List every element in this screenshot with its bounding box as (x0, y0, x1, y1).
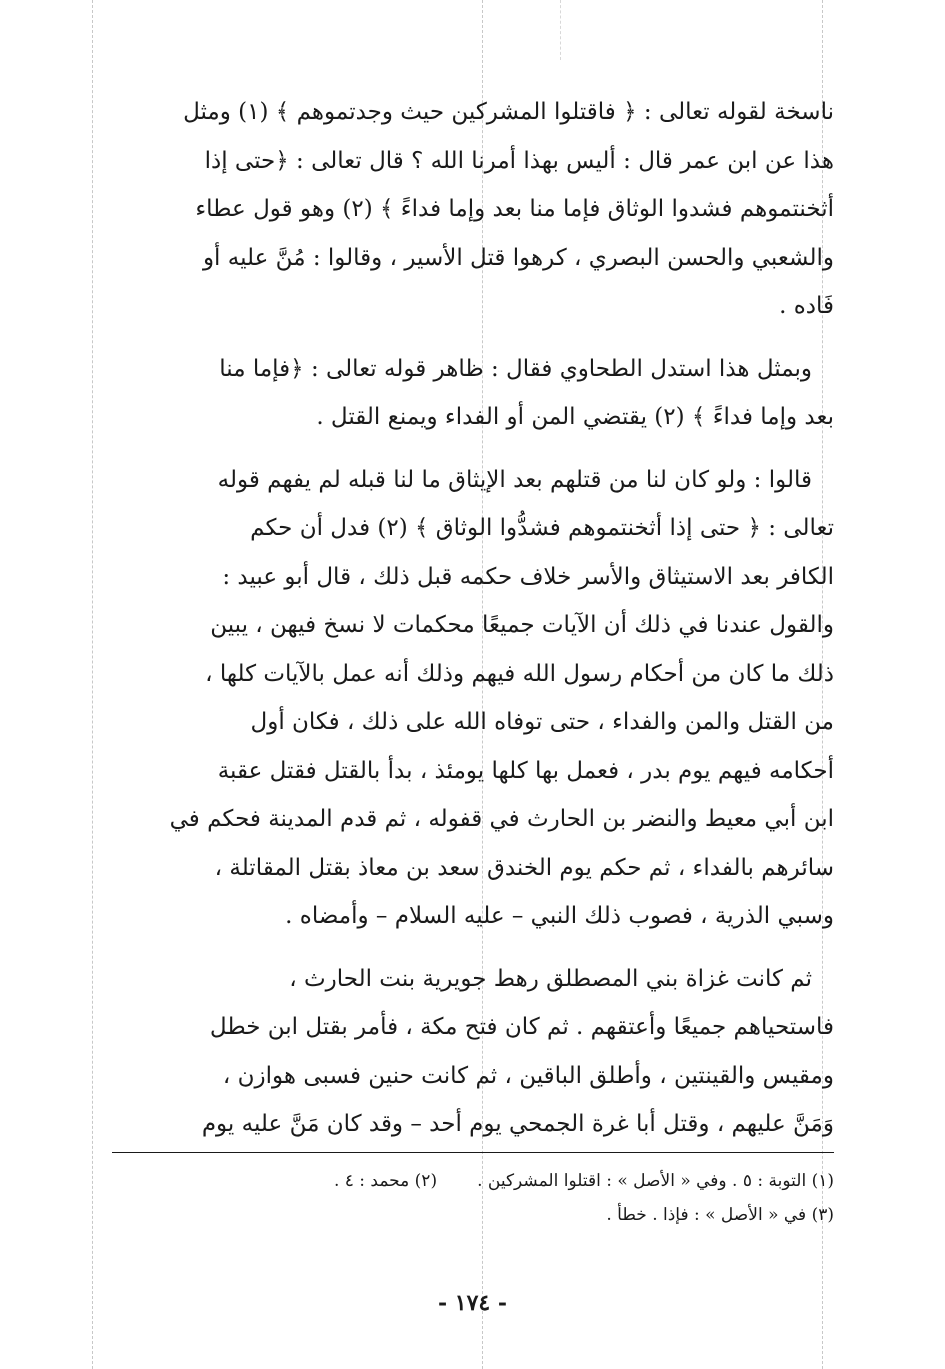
margin-guide-top (560, 0, 561, 60)
text-line: من القتل والمن والفداء ، حتى توفاه الله على ذلك ، فكان أول (250, 709, 834, 735)
paragraph-1 (112, 88, 834, 331)
text-line: فاستحياهم جميعًا وأعتقهم . ثم كان فتح مكة ، فأمر بقتل ابن خطل (209, 1014, 834, 1040)
text-line: قالوا : ولو كان لنا من قتلهم بعد الإيثاق ما لنا قبله لم يفهم قوله (217, 466, 812, 493)
footnote-2: (٢) محمد : ٤ . (333, 1171, 438, 1191)
text-line: وَمَنَّ عليهم ، وقتل أبا غرة الجمحي يوم أحد – وقد كان مَنَّ عليه يوم (201, 1111, 834, 1137)
text-line: فَاده . (779, 293, 834, 319)
text-line: والشعبي والحسن البصري ، كرهوا قتل الأسير ، وقالوا : مُنَّ عليه أو (202, 244, 834, 271)
footnote-row (112, 1164, 834, 1198)
text-line: ذلك ما كان من أحكام رسول الله فيهم وذلك أنه عمل بالآيات كلها ، (205, 660, 834, 687)
footnote-1: (١) التوبة : ٥ . وفي « الأصل » : اقتلوا المشركين . (477, 1171, 834, 1191)
text-line: الكافر بعد الاستيثاق والأسر خلاف حكمه قبل ذلك ، قال أبو عبيد : (222, 563, 834, 590)
text-line: ثم كانت غزاة بني المصطلق رهط جويرية بنت الحارث ، (289, 965, 812, 992)
margin-guide-left (92, 0, 93, 1369)
text-line: تعالى : ﴿ حتى إذا أثخنتموهم فشدُّوا الوثاق ﴾ (٢) فدل أن حكم (250, 515, 834, 541)
footnote-3: (٣) في « الأصل » : فإذا . خطأ . (606, 1205, 834, 1225)
footnote-separator (112, 1152, 834, 1153)
footnotes (112, 1164, 834, 1232)
footnote-row (112, 1198, 834, 1232)
text-line: والقول عندنا في ذلك أن الآيات جميعًا محكمات لا نسخ فيهن ، يبين (210, 612, 834, 638)
text-line: ناسخة لقوله تعالى : ﴿ فاقتلوا المشركين حيث وجدتموهم ﴾ (١) ومثل (183, 99, 834, 125)
paragraph-4 (112, 955, 834, 1149)
text-line: أحكامه فيهم يوم بدر ، فعمل بها كلها يومئذ ، بدأ بالقتل فقتل عقبة (217, 757, 834, 784)
paragraph-3 (112, 456, 834, 941)
text-line: هذا عن ابن عمر قال : أليس بهذا أمرنا الله ؟ قال تعالى : ﴿حتى إذا (204, 147, 834, 174)
text-line: سائرهم بالفداء ، ثم حكم يوم الخندق سعد بن معاذ بقتل المقاتلة ، (214, 854, 834, 881)
text-line: وسبي الذرية ، فصوب ذلك النبي – عليه السلام – وأمضاه . (285, 903, 834, 929)
paragraph-2 (112, 345, 834, 442)
page-number: - ١٧٤ - (437, 1290, 508, 1316)
page-body (112, 88, 834, 1163)
text-line: ابن أبي معيط والنضر بن الحارث في قفوله ، ثم قدم المدينة فحكم في (169, 806, 834, 832)
text-line: وبمثل هذا استدل الطحاوي فقال : ظاهر قوله تعالى : ﴿فإما منا (219, 355, 812, 382)
text-line: أثخنتموهم فشدوا الوثاق فإما منا بعد وإما فداءً ﴾ (٢) وهو قول عطاء (195, 196, 834, 222)
text-line: بعد وإما فداءً ﴾ (٢) يقتضي المن أو الفداء ويمنع القتل . (316, 404, 834, 430)
text-line: ومقيس والقينتين ، وأطلق الباقين ، ثم كانت حنين فسبى هوازن ، (222, 1062, 834, 1089)
